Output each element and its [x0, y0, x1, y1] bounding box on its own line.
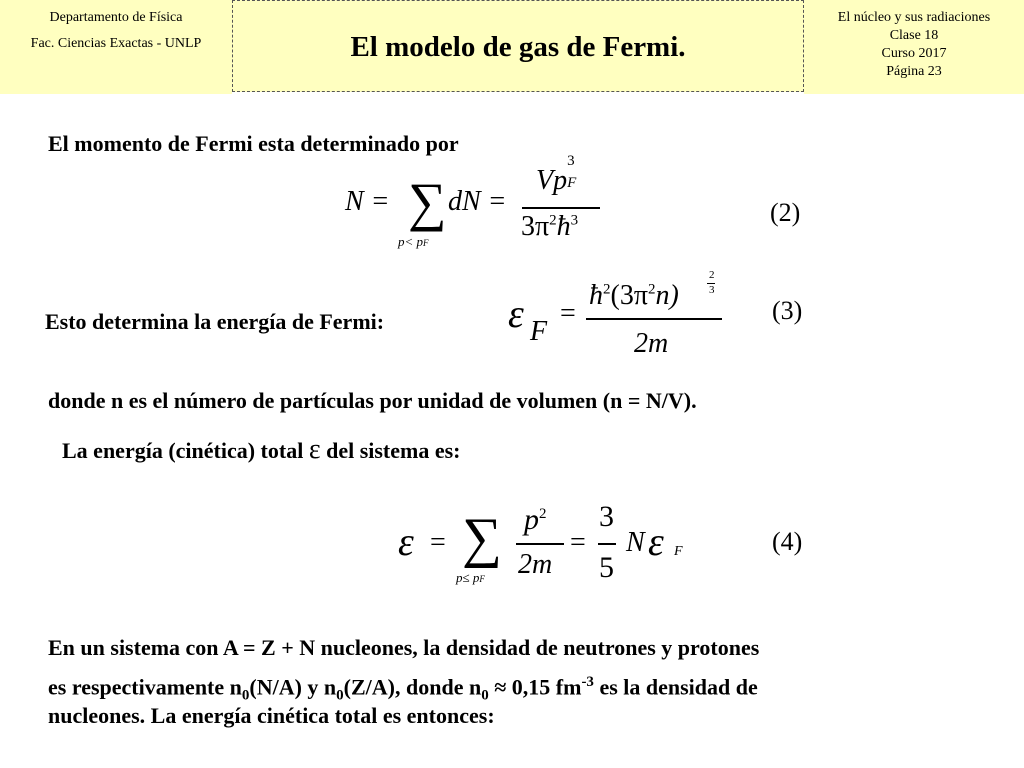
fermi-energy-text: Esto determina la energía de Fermi:: [45, 309, 385, 334]
epsilon-symbol: ε: [308, 434, 321, 465]
faculty-label: Fac. Ciencias Exactas - UNLP: [30, 36, 202, 51]
eq4-label: (4): [772, 527, 803, 556]
eq4-epsilon-f: ε: [648, 519, 664, 564]
eq4-fraction-bar-1: [516, 543, 564, 545]
eq4-five: 5: [599, 551, 614, 584]
eq4-limit: p≤ pF: [456, 570, 485, 585]
eq4-three: 3: [599, 500, 614, 533]
fermi-momentum-text: El momento de Fermi esta determinado por: [48, 131, 459, 156]
course-name: El núcleo y sus radiaciones: [837, 10, 991, 25]
eq4-n: N: [626, 527, 645, 558]
department-label: Departamento de Física: [49, 10, 183, 25]
total-energy-text: La energía (cinética) total ε del sistema es:: [62, 434, 461, 465]
slide-title: El modelo de gas de Fermi.: [350, 31, 686, 63]
eq4-epsilon: ε: [398, 519, 414, 564]
eq4-equals-1: =: [430, 527, 446, 558]
header-left-box: [0, 0, 232, 94]
class-number: Clase 18: [889, 28, 939, 43]
eq2-sigma: ∑: [408, 172, 447, 232]
eq4-fraction-bar-2: [598, 543, 616, 545]
eq3-epsilon-sub: F: [530, 316, 548, 347]
nucleon-paragraph-line-3: nucleones. La energía cinética total es entonces:: [48, 703, 495, 728]
eq2-label: (2): [770, 198, 801, 227]
eq3-epsilon: ε: [508, 291, 524, 336]
eq2-numerator: Vp 3 F: [536, 153, 577, 196]
eq2-limit: p< pF: [398, 234, 429, 249]
eq4-p-squared: $p^2$: [524, 503, 547, 536]
eq3-numerator: $ħ^2(3\pi^2n)$: [589, 280, 679, 311]
eq2-fraction-bar: [522, 207, 600, 209]
eq3-label: (3): [772, 296, 803, 325]
page-number: Página 23: [886, 64, 942, 79]
eq4-sigma: ∑: [462, 507, 502, 569]
eq3-exponent-top: 2: [709, 269, 715, 281]
header-title-box: [232, 0, 804, 92]
eq2-dn: dN =: [448, 186, 507, 217]
eq2-lhs: N =: [345, 186, 390, 217]
eq4-epsilon-f-sub: F: [674, 544, 683, 559]
eq3-denominator: 2m: [634, 328, 669, 359]
eq3-exponent-bottom: 3: [709, 284, 715, 296]
eq3-equals: =: [560, 298, 576, 329]
nucleon-paragraph-line-2: es respectivamente $n_0(N/A)$ y $n_0(Z/A)$, donde $n_0 \approx 0,15$ $fm^{-3}$ es la densidad de: [48, 674, 758, 704]
nucleon-paragraph-line-1: En un sistema con A = Z + N nucleones, la densidad de neutrones y protones: [48, 635, 760, 660]
eq4-2m: 2m: [518, 549, 553, 580]
course-year: Curso 2017: [881, 46, 947, 61]
eq2-denominator: $3\pi^2ħ^3$: [521, 211, 579, 242]
header-right-box: [804, 0, 1024, 94]
density-definition-text: donde n es el número de partículas por unidad de volumen (n = N/V).: [48, 388, 697, 413]
eq3-fraction-bar: [586, 318, 722, 320]
eq4-equals-2: =: [570, 527, 586, 558]
